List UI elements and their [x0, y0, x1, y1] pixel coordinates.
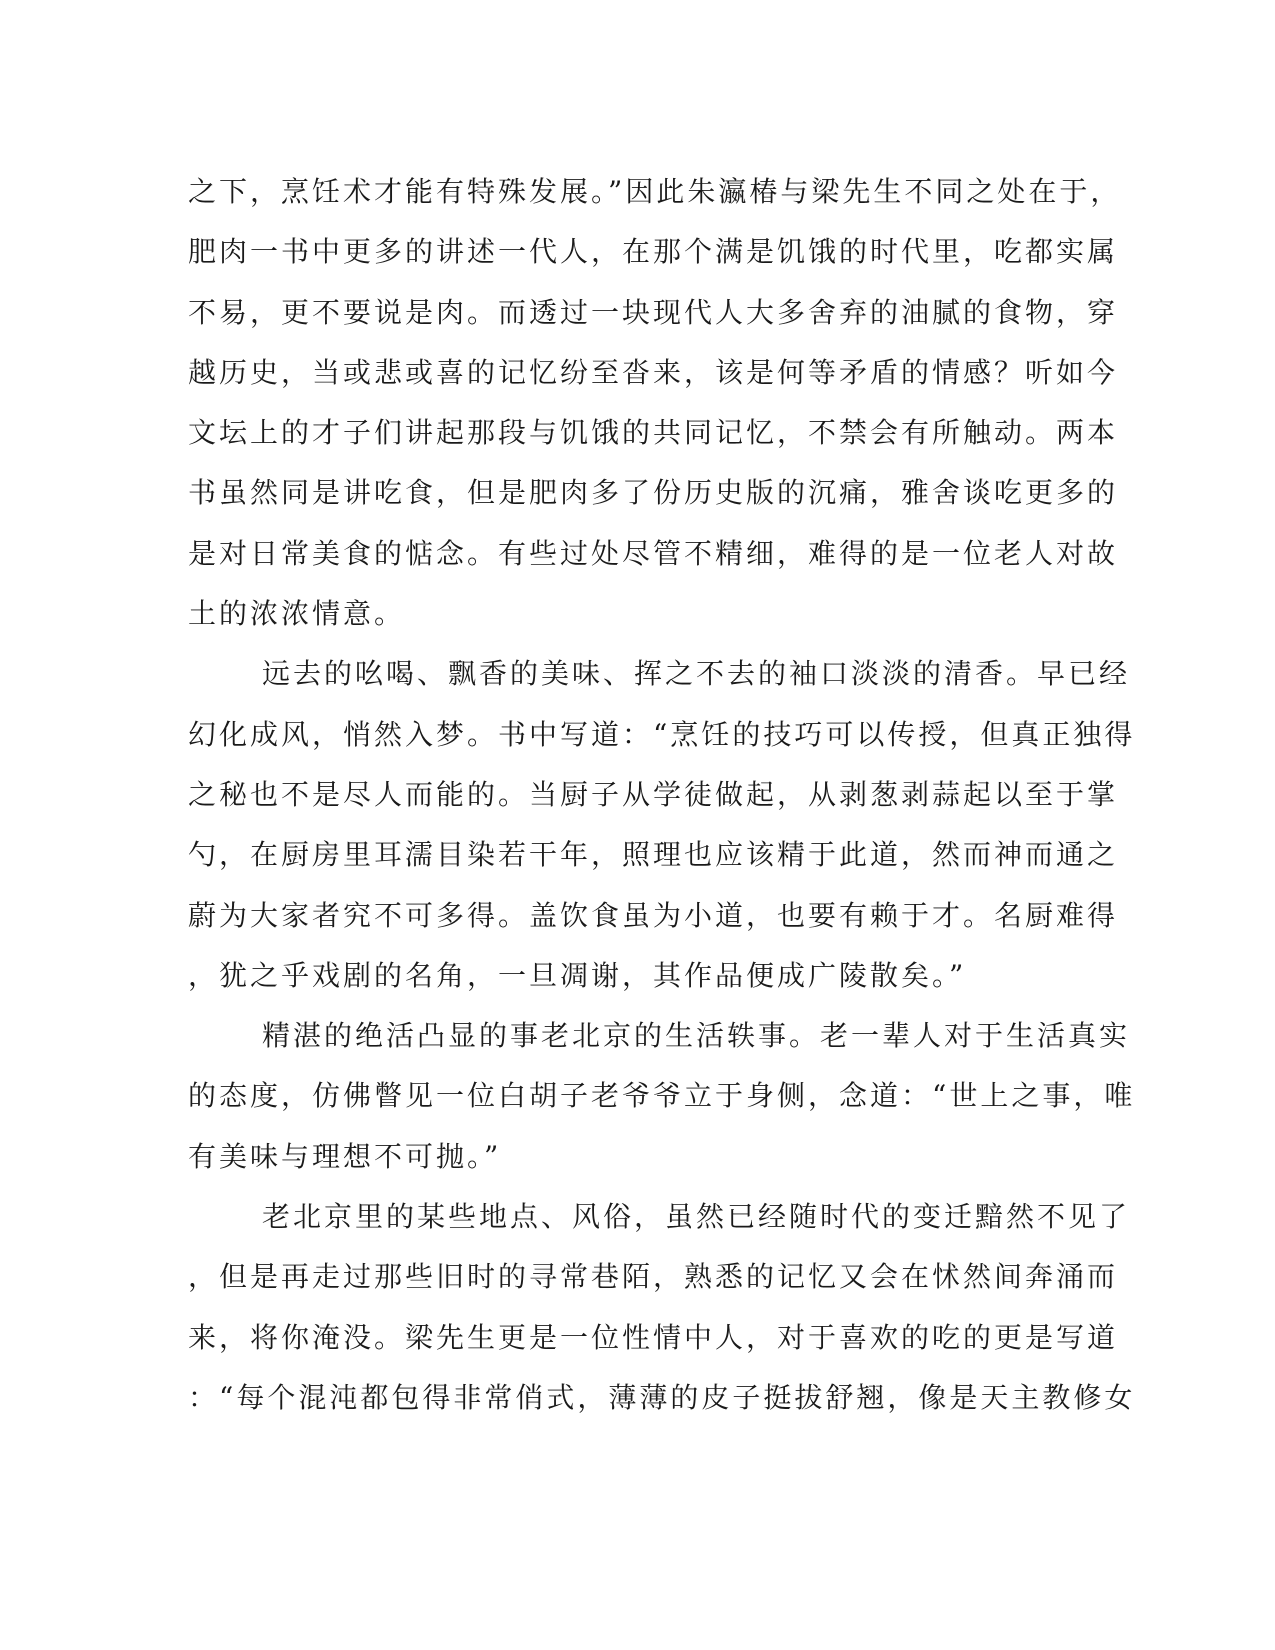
text-line: 土的浓浓情意。 — [188, 597, 406, 631]
text-line: 之秘也不是尽人而能的。当厨子从学徒做起，从剥葱剥蒜起以至于掌 — [188, 777, 1119, 811]
text-line: 文坛上的才子们讲起那段与饥饿的共同记忆，不禁会有所触动。两本 — [188, 416, 1119, 450]
text-line: 越历史，当或悲或喜的记忆纷至沓来，该是何等矛盾的情感？听如今 — [188, 355, 1119, 389]
paragraph-start-line: 精湛的绝活凸显的事老北京的生活轶事。老一辈人对于生活真实 — [262, 1019, 1131, 1053]
text-line: 的态度，仿佛瞥见一位白胡子老爷爷立于身侧，念道：“世上之事，唯 — [188, 1079, 1136, 1113]
paragraph-start-line: 远去的吆喝、飘香的美味、挥之不去的袖口淡淡的清香。早已经 — [262, 657, 1131, 691]
text-line: 勺，在厨房里耳濡目染若干年，照理也应该精于此道，然而神而通之 — [188, 838, 1119, 872]
text-line: 书虽然同是讲吃食，但是肥肉多了份历史版的沉痛，雅舍谈吃更多的 — [188, 476, 1119, 510]
text-line: 幻化成风，悄然入梦。书中写道：“烹饪的技巧可以传授，但真正独得 — [188, 717, 1136, 751]
text-line: 肥肉一书中更多的讲述一代人，在那个满是饥饿的时代里，吃都实属 — [188, 235, 1119, 269]
text-line: ，犹之乎戏剧的名角，一旦凋谢，其作品便成广陵散矣。” — [188, 958, 967, 992]
text-line: 来，将你淹没。梁先生更是一位性情中人，对于喜欢的吃的更是写道 — [188, 1320, 1119, 1354]
text-line: ，但是再走过那些旧时的寻常巷陌，熟悉的记忆又会在怵然间奔涌而 — [188, 1260, 1119, 1294]
text-line: 不易，更不要说是肉。而透过一块现代人大多舍弃的油腻的食物，穿 — [188, 295, 1119, 329]
text-line: ：“每个混沌都包得非常俏式，薄薄的皮子挺拔舒翘，像是天主教修女 — [188, 1380, 1136, 1414]
text-line: 有美味与理想不可抛。” — [188, 1139, 502, 1173]
body-text — [188, 162, 1136, 1428]
text-line: 之下，烹饪术才能有特殊发展。”因此朱瀛椿与梁先生不同之处在于， — [188, 175, 1122, 208]
paragraph-start-line: 老北京里的某些地点、风俗，虽然已经随时代的变迁黯然不见了 — [262, 1200, 1131, 1234]
text-line: 蔚为大家者究不可多得。盖饮食虽为小道，也要有赖于才。名厨难得 — [188, 898, 1119, 932]
text-line: 是对日常美食的惦念。有些过处尽管不精细，难得的是一位老人对故 — [188, 536, 1119, 570]
